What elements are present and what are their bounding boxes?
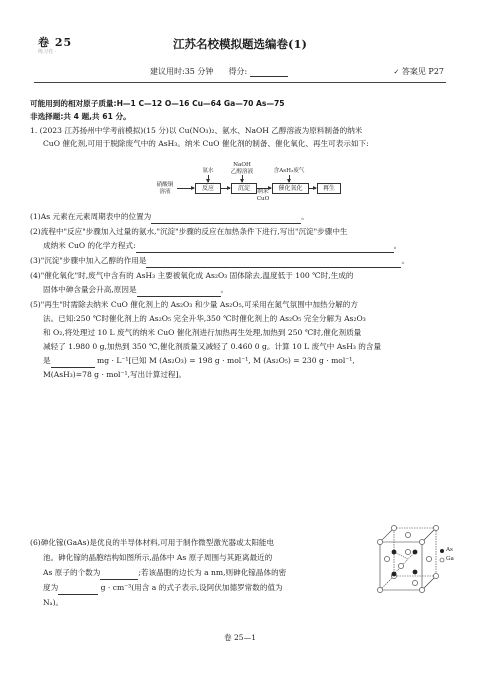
flow-box-oxidation: 催化氧化 <box>272 183 309 194</box>
q1-intro-line2: CuO 催化剂,可用于脱除废气中的 AsH₃。纳米 CuO 催化剂的制备、催化氧化、再生可表示如下: <box>43 139 369 148</box>
page-title: 江苏名校模拟题选编卷(1) <box>173 37 307 51</box>
legend-ga-label: Ga <box>446 556 454 562</box>
q1-sub5-pre: 是 <box>43 356 51 365</box>
page-number: 卷 25—1 <box>223 633 257 642</box>
q1-sub4-text: 固体中砷含量会升高,原因是 <box>43 285 137 294</box>
check-mark-icon: ✓ <box>393 68 400 76</box>
flow-reagent-gas: 含AsH₃废气 <box>273 168 305 174</box>
flow-down-arrow <box>208 175 209 182</box>
q1-sub2-line1: (2)流程中"反应"步骤加入过量的氨水,"沉淀"步骤的反应在加热条件下进行,写出"沉淀"步骤中生 <box>30 227 348 236</box>
flow-box-regeneration: 再生 <box>317 183 341 194</box>
legend-as-marker <box>440 549 444 553</box>
q1-sub1-text: (1)As 元素在元素周期表中的位置为 <box>30 212 152 221</box>
q1-sub5-line4: 减轻了 1.980 0 g,加热到 350 ℃,催化剂质量又减轻了 0.460 0 g。计算 10 L 废气中 AsH₃ 的含量 <box>43 342 382 351</box>
q1-sub3-text: (3)"沉淀"步骤中加入乙醇的作用是 <box>30 256 147 265</box>
gaas-unit-cell-figure <box>372 512 454 600</box>
legend-ga-marker <box>440 558 444 562</box>
section-heading: 非选择题:共 4 题,共 61 分。 <box>30 112 131 121</box>
volume-sub-label: 练习卷 · <box>38 49 57 55</box>
q1-sub5-line2: 法。已知:250 ℃时催化剂上的 As₂O₅ 完全升华,350 ℃时催化剂上的 As₂O₅ 完全分解为 As₂O₃ <box>43 314 366 323</box>
flow-start-label: 硝酸铜 溶液 <box>156 182 174 195</box>
flow-box-reaction: 反应 <box>195 183 221 194</box>
flow-arrow <box>220 188 230 189</box>
atomic-mass-line: 可能用到的相对原子质量:H—1 C—12 O—16 Cu—64 Ga—70 As—75 <box>30 99 285 108</box>
q6-line3-post: ;若该晶胞的边长为 a nm,则砷化镓晶体的密 <box>138 568 287 577</box>
q1-sub4-line1: (4)"催化氧化"时,废气中含有的 AsH₃ 主要被氧化成 As₂O₃ 固体除去,温度低于 100 ℃时,生成的 <box>30 271 354 280</box>
q1-sub3: (3)"沉淀"步骤中加入乙醇的作用是 。 <box>30 255 409 268</box>
q1-sub5-line3: 和 O₂,将处理过 10 L 废气的纳米 CuO 催化剂进行加热再生处理,加热到 250 ℃时,催化剂质量 <box>43 328 362 337</box>
answer-ref <box>393 66 444 77</box>
answer-blank[interactable] <box>51 359 95 368</box>
q1-sub5-line6: M(AsH₃)=78 g · mol⁻¹,写出计算过程]。 <box>43 370 187 379</box>
q6-line2: 池。砷化镓的晶胞结构如图所示,晶体中 As 原子周围与其距离最近的 <box>43 553 273 562</box>
answer-blank[interactable] <box>137 288 221 297</box>
q1-sub5-line1: (5)"再生"时需除去纳米 CuO 催化剂上的 As₂O₃ 和少量 As₂O₅,可采用在氮气氛围中加热分解的方 <box>30 300 358 309</box>
q6-line4-post: g · cm⁻³(用含 a 的式子表示,设阿伏加德罗常数的值为 <box>100 583 283 592</box>
legend-as-label: As <box>446 547 453 553</box>
q1-sub5-post: mg · L⁻¹[已知 M (As₂O₃) = 198 g · mol⁻¹, M (As₂O₅) = 230 g · mol⁻¹, <box>97 356 355 365</box>
q6-line3-pre: As 原子的个数为 <box>43 568 101 577</box>
q1-sub2-text: 成纳米 CuO 的化学方程式: <box>43 241 136 250</box>
score-label: 得分: <box>228 67 248 76</box>
q6-line5: Nₐ)。 <box>43 598 64 607</box>
q6-line1: (6)砷化镓(GaAs)是优良的半导体材料,可用于制作微型激光器或太阳能电 <box>30 538 275 547</box>
volume-label: 卷 25 <box>38 36 73 49</box>
flow-down-arrow <box>289 175 290 182</box>
answer-blank[interactable] <box>100 571 138 580</box>
answer-ref-label: 答案见 P27 <box>401 67 444 76</box>
score-blank[interactable] <box>250 68 288 77</box>
q1-intro-line1: 1. (2023 江苏扬州中学考前模拟)(15 分)以 Cu(NO₃)₂、氨水、NaOH 乙醇溶液为原料制备的纳米 <box>30 126 363 135</box>
exam-meta <box>150 66 288 77</box>
q1-sub1: (1)As 元素在元素周期表中的位置为 。 <box>30 211 309 224</box>
q1-sub2-line2: 成纳米 CuO 的化学方程式: 。 <box>43 240 401 253</box>
process-flow-diagram <box>153 162 343 202</box>
answer-blank[interactable] <box>136 244 394 253</box>
answer-blank[interactable] <box>146 259 401 268</box>
time-label: 建议用时:35 分钟 <box>150 67 214 76</box>
flow-arrow <box>308 188 316 189</box>
q1-sub5-line5 <box>43 355 355 368</box>
answer-blank[interactable] <box>151 215 301 224</box>
header-divider <box>34 82 446 83</box>
flow-box-precipitate: 沉淀 <box>231 183 257 194</box>
flow-product-cuo: 纳米 CuO <box>256 189 270 202</box>
q1-sub4-line2: 固体中砷含量会升高,原因是 。 <box>43 284 228 297</box>
answer-blank[interactable] <box>58 586 98 595</box>
q6-line4 <box>43 582 283 595</box>
flow-arrow <box>177 188 194 189</box>
flow-reagent-naoh: NaOH 乙醇溶液 <box>230 162 254 175</box>
q6-line3 <box>43 567 286 580</box>
q6-line4-pre: 度为 <box>43 583 59 592</box>
flow-reagent-ammonia: 氨水 <box>202 168 214 174</box>
flow-down-arrow <box>242 175 243 182</box>
